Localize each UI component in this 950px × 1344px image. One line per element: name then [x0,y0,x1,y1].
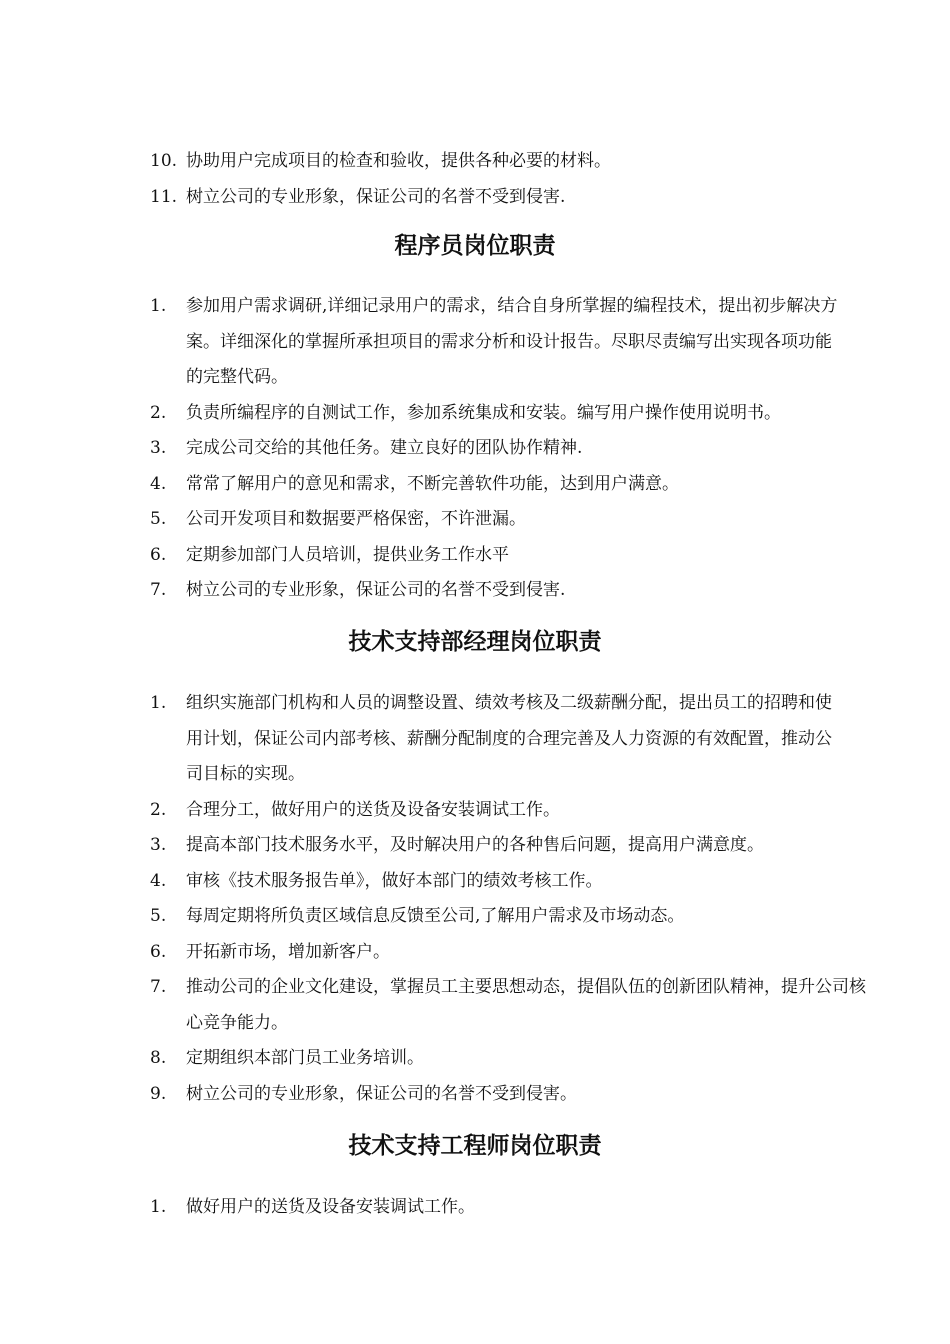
item-text: 公司开发项目和数据要严格保密，不许泄漏。 [186,509,526,529]
list-item [150,431,870,467]
item-number: 4. [150,870,167,891]
list-item [150,144,870,180]
item-text: 负责所编程序的自测试工作，参加系统集成和安装。编写用户操作使用说明书。 [186,402,781,423]
item-text: 每周定期将所负责区域信息反馈至公司,了解用户需求及市场动态。 [186,906,685,926]
list-item [150,573,870,609]
list-item [150,828,870,864]
list-item [150,289,870,396]
list-item [150,1077,870,1113]
list-item [150,180,870,216]
section-title-support-engineer: 技术支持工程师岗位职责 [348,1133,602,1159]
item-number: 11. [150,186,178,207]
item-text: 定期参加部门人员培训，提供业务工作水平 [186,544,509,565]
item-text: 推动公司的企业文化建设，掌握员工主要思想动态，提倡队伍的创新团队精神，提升公司核心竞争能力。 [186,977,866,1033]
item-number: 3. [150,438,167,458]
programmer-duties-list [150,289,870,609]
list-item [150,1190,870,1226]
item-number: 7. [150,977,167,997]
item-text: 合理分工，做好用户的送货及设备安装调试工作。 [186,799,560,820]
item-number: 2. [150,402,167,423]
list-item [150,396,870,432]
item-number: 4. [150,473,167,494]
support-engineer-duties-list [150,1190,870,1226]
item-number: 3. [150,835,167,855]
item-number: 6. [150,544,167,565]
item-number: 5. [150,509,167,529]
intro-list [150,144,870,215]
item-text: 树立公司的专业形象，保证公司的名誉不受到侵害. [186,580,566,600]
item-text: 定期组织本部门员工业务培训。 [186,1048,424,1068]
item-number: 9. [150,1083,167,1104]
list-item [150,1041,870,1077]
item-text: 协助用户完成项目的检查和验收，提供各种必要的材料。 [186,151,611,171]
item-number: 1. [150,1197,167,1217]
item-number: 2. [150,799,167,820]
support-manager-duties-list [150,686,870,1112]
list-item [150,502,870,538]
item-number: 1. [150,296,167,316]
item-text: 提高本部门技术服务水平，及时解决用户的各种售后问题，提高用户满意度。 [186,835,764,855]
list-item [150,467,870,503]
item-number: 6. [150,941,167,962]
list-item [150,793,870,829]
item-number: 8. [150,1048,167,1068]
item-text: 做好用户的送货及设备安装调试工作。 [186,1197,475,1217]
item-number: 10. [150,151,178,171]
item-text: 树立公司的专业形象，保证公司的名誉不受到侵害. [186,186,566,207]
list-item [150,538,870,574]
item-text: 组织实施部门机构和人员的调整设置、绩效考核及二级薪酬分配，提出员工的招聘和使用计划，保证公司内部考核、薪酬分配制度的合理完善及人力资源的有效配置，推动公司目标的实现。 [186,693,832,784]
list-item [150,864,870,900]
item-text: 完成公司交给的其他任务。建立良好的团队协作精神. [186,438,583,458]
list-item [150,686,870,793]
item-text: 参加用户需求调研,详细记录用户的需求，结合自身所掌握的编程技术，提出初步解决方案。详细深化的掌握所承担项目的需求分析和设计报告。尽职尽责编写出实现各项功能的完整代码。 [186,296,838,387]
list-item [150,970,870,1041]
item-text: 审核《技术服务报告单》，做好本部门的绩效考核工作。 [186,870,603,891]
item-text: 常常了解用户的意见和需求，不断完善软件功能，达到用户满意。 [186,473,679,494]
item-number: 5. [150,906,167,926]
list-item [150,935,870,971]
section-title-programmer: 程序员岗位职责 [394,233,556,259]
item-number: 7. [150,580,167,600]
section-title-support-manager: 技术支持部经理岗位职责 [348,629,602,655]
item-text: 树立公司的专业形象，保证公司的名誉不受到侵害。 [186,1083,577,1104]
list-item [150,899,870,935]
item-number: 1. [150,693,167,713]
item-text: 开拓新市场，增加新客户。 [186,941,390,962]
